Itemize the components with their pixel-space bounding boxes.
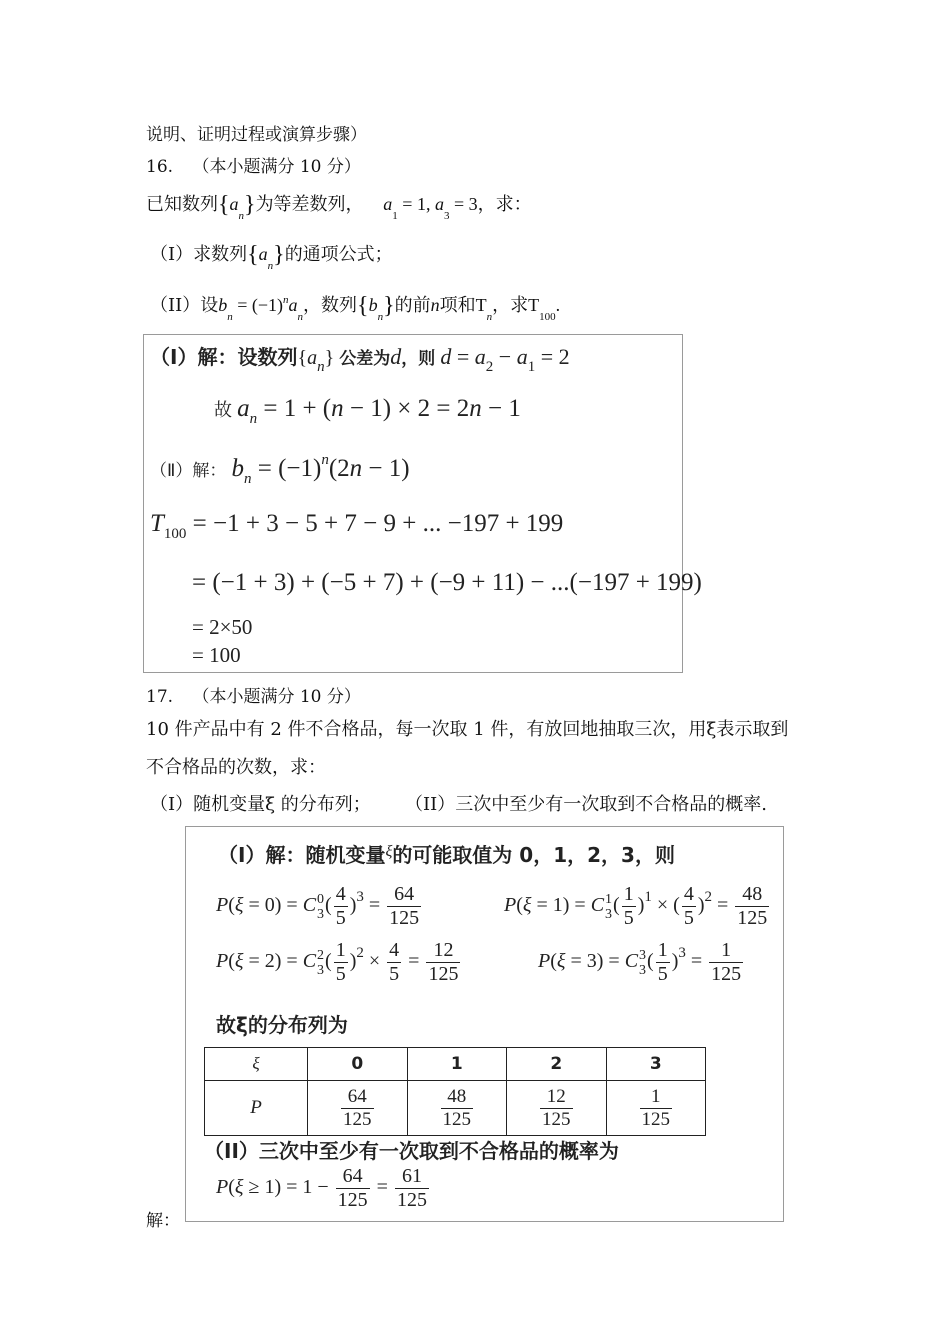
q16-part2-mid: ，数列 [303, 295, 358, 316]
q17-number: 17. [146, 687, 174, 707]
q16-stem-suffix: ，求： [477, 194, 532, 215]
q16-part1-suffix: 的通项公式； [284, 244, 393, 265]
q17-sol-l1b: 的可能取值为 0，1，2，3，则 [392, 843, 675, 867]
q16-sol-line2: 故 $a_n = 1 + (n - 1) \times 2 = 2n - 1$ [214, 395, 521, 427]
prob-numerator: 64 [347, 1085, 367, 1107]
q17-stem-line1: 10 件产品中有 2 件不合格品，每一次取 1 件，有放回地抽取三次，用ξ表示取到 [146, 719, 789, 740]
q16-sol-line3: （Ⅱ）解： $b_n = (-1)^n(2n - 1)$ [150, 452, 410, 487]
table-cell-value: 2 [507, 1048, 607, 1081]
q16-stem [146, 190, 532, 222]
q16-sol-l2-label: 故 [214, 400, 232, 421]
q17-dist-label: 故ξ的分布列为 [216, 1013, 348, 1037]
q16-bn-def: $b_n = (-1)^na_n$ [218, 294, 304, 323]
table-cell-head-p: P [205, 1081, 308, 1136]
q16-sol-line5: = (−1 + 3) + (−5 + 7) + (−9 + 11) − ...(−197 + 199) [192, 569, 702, 596]
q16-part1-seq: $\{a_n\}$ [247, 242, 285, 272]
q17-score: （本小题满分 10 分） [192, 687, 361, 707]
q16-sol-line7: = 100 [192, 643, 241, 667]
q16-part1-prefix: （I）求数列 [150, 244, 248, 265]
prob-denominator: 125 [542, 1108, 571, 1130]
table-cell-prob [507, 1081, 607, 1136]
q16-part2: （II）设$b_n = (-1)^na_n$，数列$\{b_n\}$的前n项和$T_n$，求$T_{100}$. [150, 293, 561, 323]
q17-p3: P(ξ = 3) = C 3 3 ( $\frac{1}{5}$ )$^3$ = $\frac{1}{125}$ [538, 939, 742, 985]
prob-denominator: 125 [442, 1108, 471, 1130]
q16-stem-prefix: 已知数列 [146, 194, 218, 215]
intro-text: 说明、证明过程或演算步骤） [146, 125, 367, 145]
q16-solution-box [143, 334, 702, 673]
prob-numerator: 48 [447, 1085, 467, 1107]
table-cell-prob [606, 1081, 706, 1136]
table-cell-value: 3 [606, 1048, 706, 1081]
q17-p1: P(ξ = 1) = C 1 3 ( $\frac{1}{5}$ )$^1$ × ( $\frac{4}{5}$ )$^2$ = $\frac{48}{125}$ [504, 883, 768, 929]
q16-seq-bn: $\{b_n\}$ [357, 293, 395, 323]
table-cell-value: 1 [407, 1048, 507, 1081]
table-row [205, 1081, 706, 1136]
q17-solution-box [185, 826, 784, 1222]
q17-part2-label: （II）三次中至少有一次取到不合格品的概率为 [204, 1139, 619, 1163]
q16-sol-l1-label: （Ⅰ）解：设数列 [150, 345, 298, 369]
table-row [205, 1048, 706, 1081]
prob-denominator: 125 [641, 1108, 670, 1130]
q17-part2: （II）三次中至少有一次取到不合格品的概率. [405, 794, 767, 815]
q16-part2-suffix: ，求 [492, 295, 529, 316]
q17-sol-line1: （I）解：随机变量ξ的可能取值为 0，1，2，3，则 [218, 843, 675, 867]
table-cell-head-xi: ξ [205, 1048, 308, 1081]
q16-part2-prefix: （II）设 [150, 295, 219, 316]
q17-dist-table [204, 1047, 706, 1136]
q16-sol-l1-mid: 公差为 [339, 349, 391, 369]
q17-p0: P(ξ = 0) = C 0 3 ( $\frac{4}{5}$ )$^3$ = $\frac{64}{125}$ [216, 883, 420, 929]
q16-part1 [150, 240, 393, 272]
q17-stem-line2: 不合格品的次数，求： [146, 757, 326, 778]
q16-seq-an: $\{a_n\}$ [218, 192, 256, 222]
q16-sol-line1: （Ⅰ）解：设数列$\{a_n\}$ 公差为d，则 $d = a_2 - a_1 = 2$ [150, 344, 570, 375]
q16-sol-l3-label: （Ⅱ）解： [150, 461, 227, 481]
prob-numerator: 12 [546, 1085, 566, 1107]
table-cell-prob [407, 1081, 507, 1136]
table-cell-prob [308, 1081, 408, 1136]
table-cell-value: 0 [308, 1048, 408, 1081]
q16-part2-mid2: 的前 [394, 295, 431, 316]
q17-part1: （I）随机变量ξ 的分布列； [150, 794, 371, 815]
q16-sol-line4: $T_{100} = -1 + 3 - 5 + 7 - 9$ + ... −197 + 199 [150, 510, 564, 542]
q16-score: （本小题满分 10 分） [192, 157, 361, 177]
q16-given: $a_1 = 1$, $a_3 = 3$ [383, 194, 478, 222]
q17-p2: P(ξ = 2) = C 2 3 ( $\frac{1}{5}$ )$^2$ × $\frac{4}{5}$ = $\frac{12}{125}$ [216, 939, 459, 985]
q16-sol-l1-then: ，则 [401, 349, 436, 369]
q17-answer-label: 解： [146, 1211, 180, 1231]
prob-denominator: 125 [343, 1108, 372, 1130]
q16-header [146, 152, 361, 177]
q17-part2-formula: P(ξ ≥ 1) = 1 − $\frac{64}{125}$ = $\frac{61}{125}$ [216, 1165, 427, 1211]
q16-part2-mid3: 项和 [439, 295, 476, 316]
q16-number: 16. [146, 157, 174, 177]
prob-numerator: 1 [651, 1085, 661, 1107]
q17-sol-l1a: （I）解：随机变量 [218, 843, 386, 867]
q16-stem-mid: 为等差数列， [255, 194, 364, 215]
q16-sol-line6: = 2×50 [192, 615, 253, 639]
q17-header [146, 682, 361, 707]
